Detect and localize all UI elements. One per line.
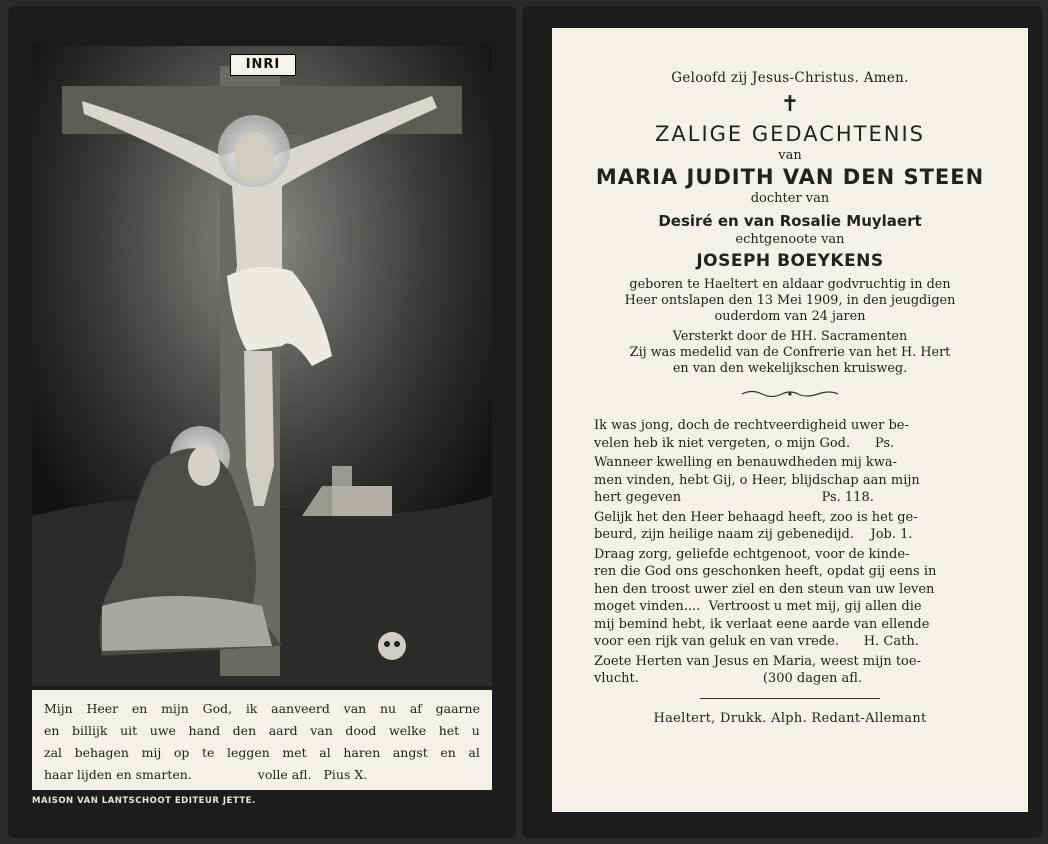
caption-word: welke — [389, 723, 427, 738]
caption-word: den — [232, 723, 257, 738]
caption-word: aanveerd — [271, 701, 330, 716]
caption-word: aard — [268, 723, 298, 738]
caption-line-4 — [44, 764, 480, 786]
caption-line-1 — [44, 698, 480, 720]
caption-word: het — [438, 723, 460, 738]
caption-word: en — [44, 723, 60, 738]
caption-word: zal — [44, 745, 63, 760]
caption-word: God, — [202, 701, 233, 716]
bio-line: Zij was medelid van de Confrerie van het H. Hert — [629, 345, 951, 360]
crucifixion-image — [32, 46, 492, 686]
opening-prayer: Geloofd zij Jesus-Christus. Amen. — [671, 70, 909, 86]
ornament-divider-icon — [740, 389, 840, 399]
verse-line: Zoete Herten van Jesus en Maria, weest mijn toe- — [594, 653, 921, 669]
caption-word: Mijn — [44, 701, 73, 716]
verse-block — [594, 417, 1008, 452]
prayer-caption — [32, 690, 492, 790]
bio-line: Heer ontslapen den 13 Mei 1909, in den jeugdigen — [624, 293, 956, 308]
divider-line — [700, 698, 880, 699]
printer-imprint: Haeltert, Drukk. Alph. Redant-Allemant — [653, 710, 927, 726]
verse-line: Ik was jong, doch de rechtveerdigheid uwer be- — [594, 418, 909, 433]
verse-block — [594, 546, 1008, 651]
caption-word: mijn — [161, 701, 189, 716]
caption-source: Pius X. — [323, 767, 368, 782]
caption-last-text: haar lijden en smarten. — [44, 767, 192, 782]
caption-word: behagen — [74, 745, 129, 760]
parents-names: Desiré en van Rosalie Muylaert — [658, 212, 922, 230]
cross-icon: ✝ — [780, 92, 800, 117]
caption-word: en — [440, 745, 456, 760]
verse-line: voor een rijk van geluk en van vrede. H. Cath. — [594, 634, 919, 649]
caption-word: mij — [141, 745, 162, 760]
bio-line: ouderdom van 24 jaren — [714, 309, 866, 324]
crucifixion-engraving — [32, 46, 492, 686]
verse-line: ren die God ons geschonken heeft, opdat gij eens in — [594, 564, 937, 579]
caption-word: haren — [343, 745, 381, 760]
caption-word: van — [310, 723, 333, 738]
bio-line: en van den wekelijkschen kruisweg. — [672, 361, 908, 376]
verse-line: hert gegeven Ps. 118. — [594, 490, 874, 505]
verse-line: Draag zorg, geliefde echtgenoot, voor de kinde- — [594, 546, 910, 562]
verse-line: velen heb ik niet vergeten, o mijn God. Ps. — [594, 435, 895, 451]
verse-line: Gelijk het den Heer behaagd heeft, zoo is het ge- — [594, 509, 918, 525]
van-label: van — [778, 148, 802, 163]
verse-block — [594, 454, 1008, 507]
verse-line: Wanneer kwelling en benauwdheden mij kwa- — [594, 455, 897, 470]
biography — [552, 277, 1028, 377]
caption-word: u — [471, 723, 480, 738]
verse-block — [594, 509, 1008, 544]
verse-line: mij bemind hebt, ik verlaat eene aarde van ellende — [594, 616, 930, 632]
prayer-card-back — [522, 6, 1042, 838]
daughter-of-label: dochter van — [750, 191, 830, 206]
inri-sign: INRI — [230, 54, 296, 76]
caption-word: gaarne — [435, 701, 480, 716]
caption-word: billijk — [72, 723, 108, 738]
memorial-text-panel — [552, 28, 1028, 812]
memorial-heading: ZALIGE GEDACHTENIS — [655, 122, 925, 146]
caption-word: al — [319, 745, 331, 760]
caption-word: Heer — [86, 701, 119, 716]
caption-word: te — [201, 745, 215, 760]
prayer-card-front — [8, 6, 516, 838]
verse-line: vlucht. (300 dagen afl. — [594, 671, 863, 686]
caption-indulgence: volle afl. — [257, 767, 312, 782]
caption-word: af — [409, 701, 422, 716]
verse-line: men vinden, hebt Gij, o Heer, blijdschap aan mijn — [594, 472, 920, 488]
caption-word: ik — [245, 701, 258, 716]
verse-line: moget vinden.... Vertroost u met mij, gij allen die — [594, 599, 922, 614]
caption-word: met — [282, 745, 307, 760]
caption-word: angst — [392, 745, 428, 760]
verse-block — [594, 653, 1008, 688]
spouse-name: JOSEPH BOEYKENS — [696, 251, 884, 271]
verse-line: beurd, zijn heilige naam zij gebenedijd. Job. 1. — [594, 527, 913, 542]
caption-word: al — [468, 745, 480, 760]
caption-word: en — [131, 701, 148, 716]
caption-word: dood — [345, 723, 377, 738]
caption-word: uit — [120, 723, 138, 738]
scripture-verses — [552, 417, 1028, 688]
caption-line-3 — [44, 742, 480, 764]
caption-word: nu — [379, 701, 397, 716]
caption-word: hand — [188, 723, 221, 738]
publisher-imprint: MAISON VAN LANTSCHOOT EDITEUR JETTE. — [32, 796, 256, 806]
caption-word: uwe — [149, 723, 176, 738]
caption-word: op — [173, 745, 190, 760]
verse-line: hen den troost uwer ziel en den steun van uw leven — [594, 581, 935, 597]
caption-word: van — [343, 701, 367, 716]
caption-line-2 — [44, 720, 480, 742]
caption-word: leggen — [226, 745, 270, 760]
bio-line: Versterkt door de HH. Sacramenten — [672, 329, 908, 344]
spouse-of-label: echtgenoote van — [735, 232, 845, 247]
deceased-name: MARIA JUDITH VAN DEN STEEN — [595, 165, 985, 189]
bio-line: geboren te Haeltert en aldaar godvruchtig in den — [629, 277, 951, 292]
